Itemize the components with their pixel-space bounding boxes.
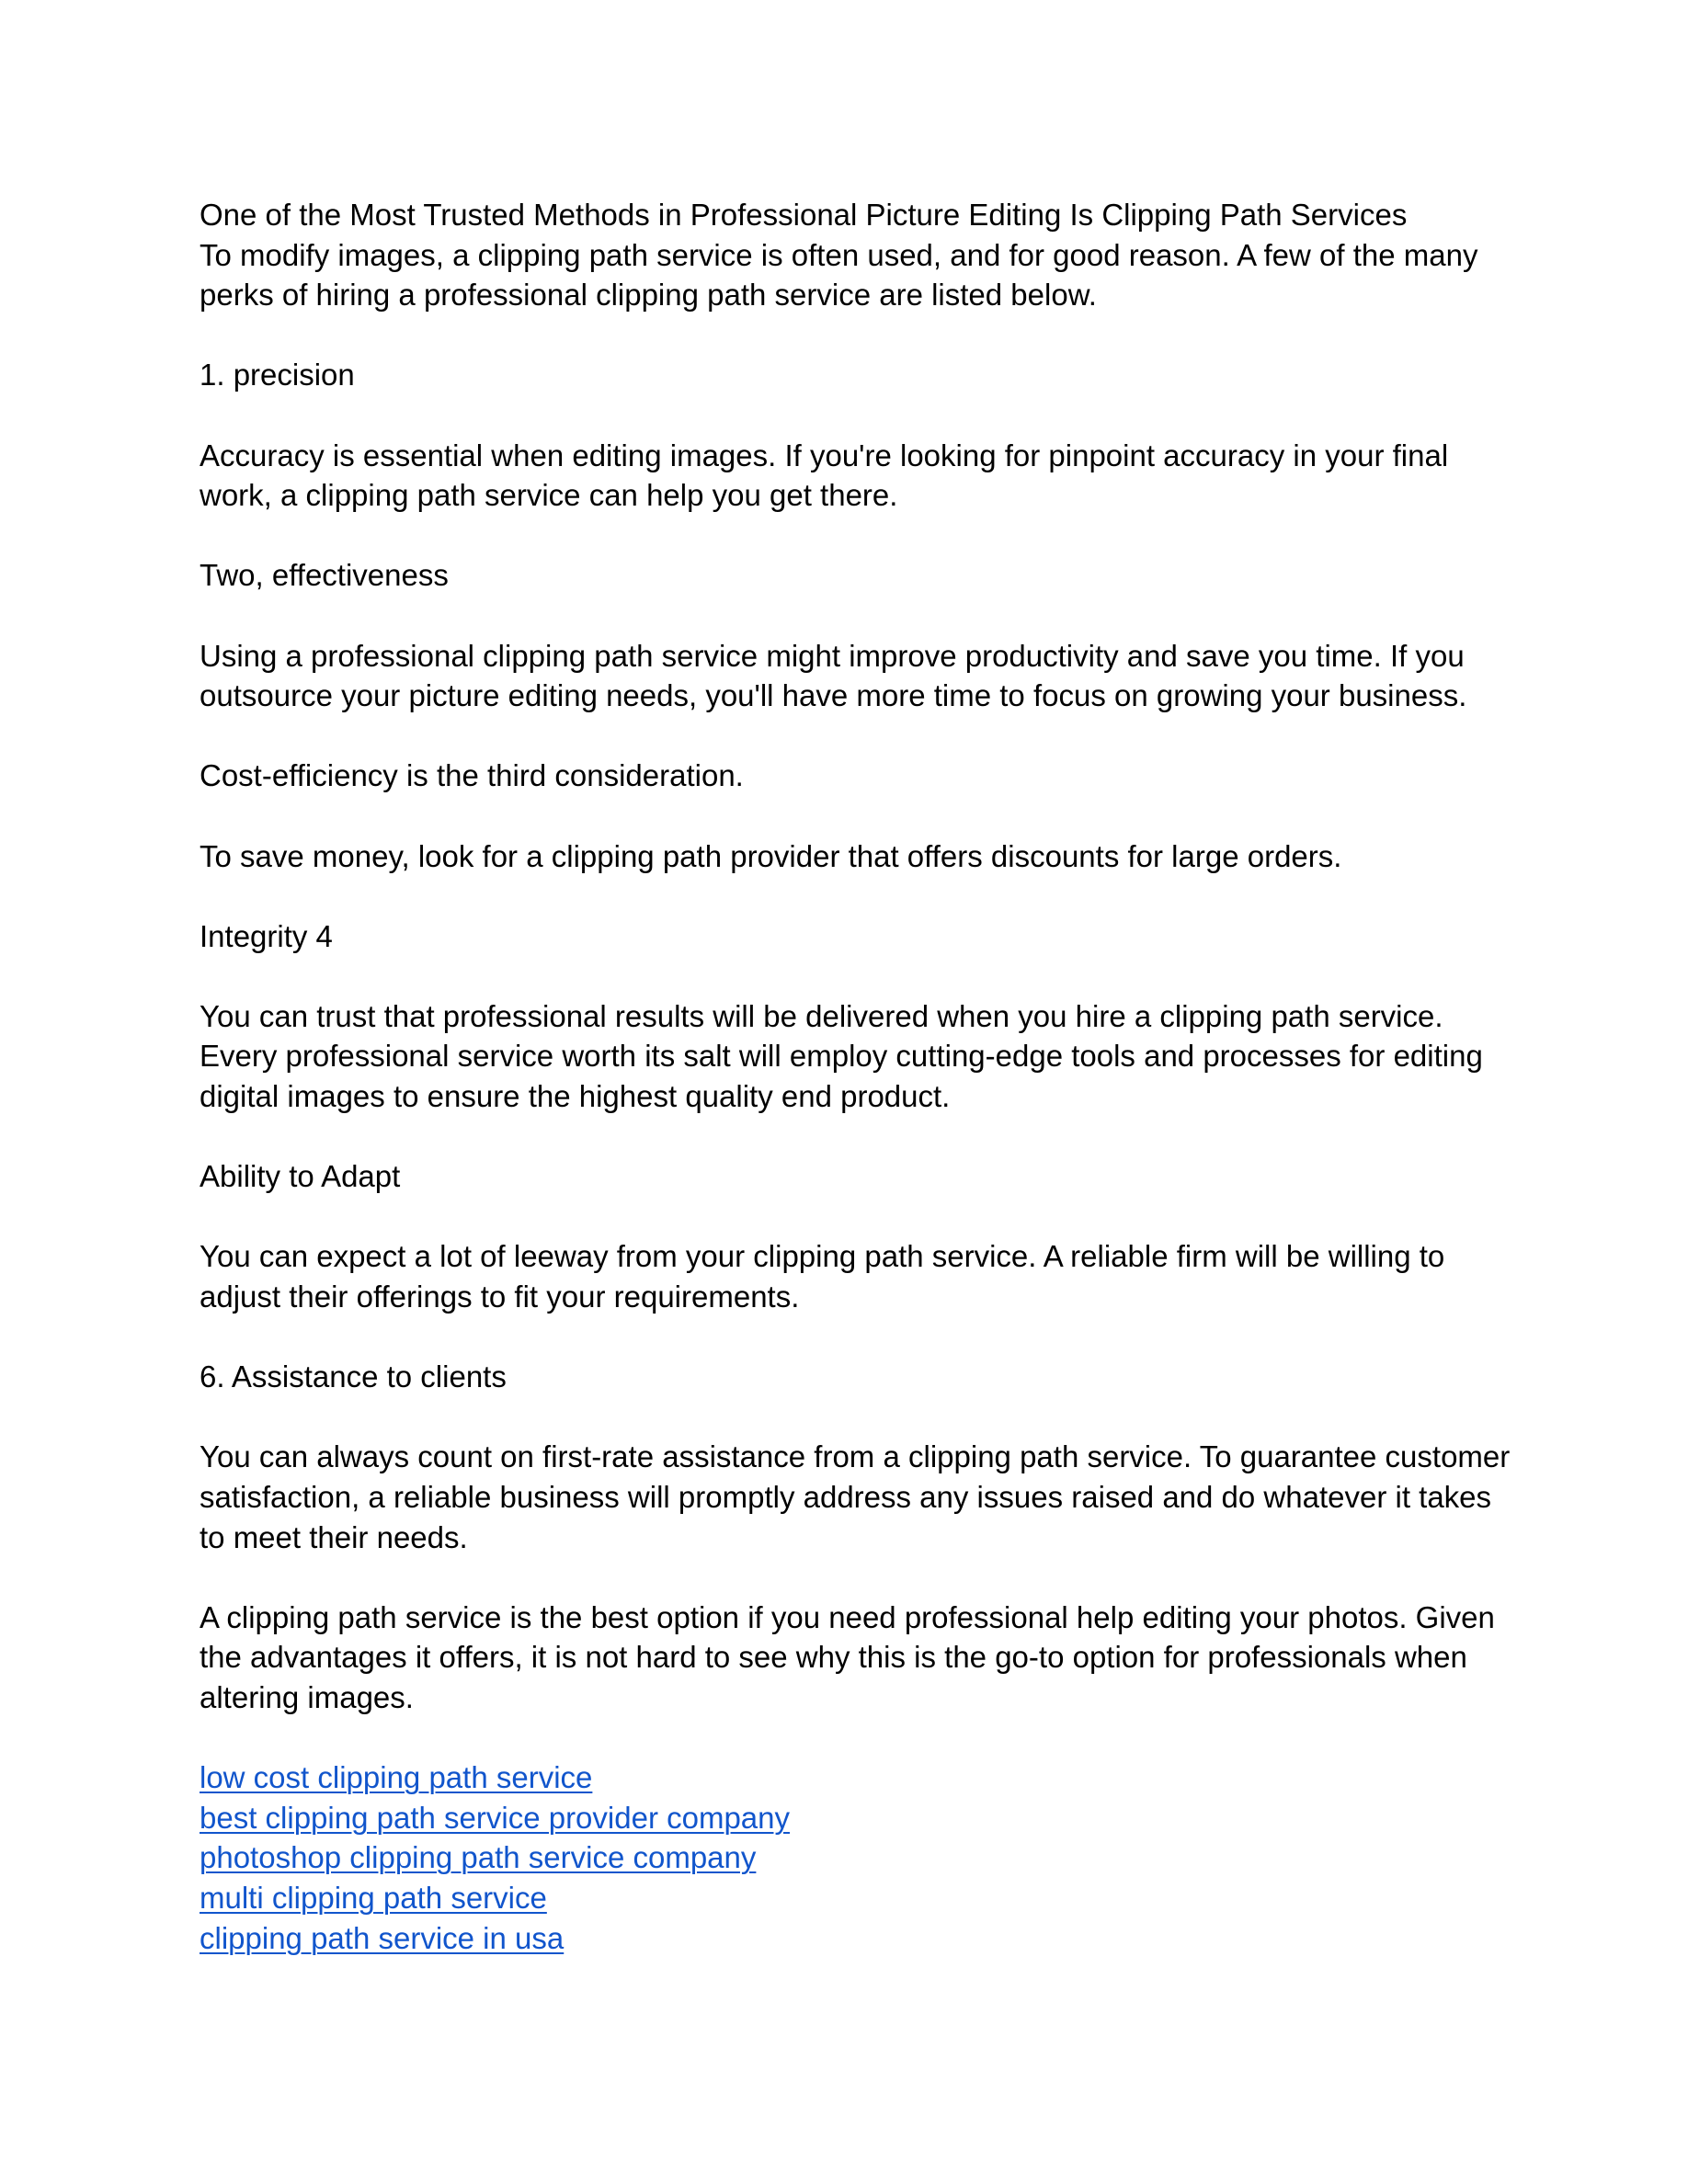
section-body-effectiveness: Using a professional clipping path service might improve productivity and save you time. If you outsource your picture editing needs, you'll have more time to focus on growing your business. — [200, 638, 1467, 713]
section-heading-adapt: Ability to Adapt — [200, 1159, 401, 1194]
section-heading-integrity: Integrity 4 — [200, 918, 333, 953]
link-photoshop-clipping-path-service[interactable]: photoshop clipping path service company — [200, 1840, 757, 1875]
paragraph-gap — [200, 315, 1523, 356]
paragraph-gap — [200, 1197, 1523, 1237]
paragraph-gap — [200, 1718, 1523, 1758]
link-list-item — [200, 1878, 1523, 1918]
intro-paragraph: To modify images, a clipping path service is often used, and for good reason. A few of the many perks of hiring a professional clipping path service are listed below. — [200, 237, 1478, 313]
paragraph-gap — [200, 956, 1523, 996]
paragraph-gap — [200, 1397, 1523, 1438]
link-clipping-path-service-usa[interactable]: clipping path service in usa — [200, 1920, 565, 1955]
section-body-cost-efficiency: To save money, look for a clipping path provider that offers discounts for large orders. — [200, 838, 1342, 873]
link-list — [200, 1757, 1523, 1958]
section-body-adapt: You can expect a lot of leeway from your clipping path service. A reliable firm will be willing to adjust their offerings to fit your requirements. — [200, 1239, 1445, 1314]
section-body-assistance: You can always count on first-rate assistance from a clipping path service. To guarantee customer satisfaction, a reliable business will promptly address any issues raised and do whatever it takes to meet their needs. — [200, 1439, 1511, 1554]
link-list-item — [200, 1918, 1523, 1959]
link-list-item — [200, 1837, 1523, 1878]
conclusion-paragraph: A clipping path service is the best option if you need professional help editing your photos. Given the advantages it offers, it is not hard to see why this is the go-to option for professionals when altering images. — [200, 1599, 1495, 1714]
document-body — [200, 195, 1523, 1958]
paragraph-gap — [200, 796, 1523, 836]
section-body-precision: Accuracy is essential when editing images. If you're looking for pinpoint accuracy in your final work, a clipping path service can help you get there. — [200, 438, 1449, 513]
paragraph-gap — [200, 1557, 1523, 1598]
paragraph-gap — [200, 516, 1523, 556]
paragraph-gap — [200, 395, 1523, 436]
section-heading-cost-efficiency: Cost-efficiency is the third consideration. — [200, 758, 744, 793]
link-list-item — [200, 1757, 1523, 1798]
section-heading-precision: 1. precision — [200, 358, 355, 392]
document-title: One of the Most Trusted Methods in Professional Picture Editing Is Clipping Path Services — [200, 198, 1408, 232]
section-heading-effectiveness: Two, effectiveness — [200, 558, 449, 593]
paragraph-gap — [200, 1317, 1523, 1358]
link-list-item — [200, 1798, 1523, 1838]
section-body-integrity: You can trust that professional results will be delivered when you hire a clipping path service. Every professional service worth its salt will employ cutting-edge tools and processes for editing digital images to ensure the highest quality end product. — [200, 998, 1483, 1114]
paragraph-gap — [200, 1117, 1523, 1157]
link-multi-clipping-path-service[interactable]: multi clipping path service — [200, 1880, 547, 1915]
paragraph-gap — [200, 596, 1523, 636]
paragraph-gap — [200, 876, 1523, 916]
paragraph-gap — [200, 716, 1523, 756]
section-heading-assistance: 6. Assistance to clients — [200, 1359, 507, 1394]
link-best-clipping-path-service-provider[interactable]: best clipping path service provider company — [200, 1800, 791, 1835]
link-low-cost-clipping-path-service[interactable]: low cost clipping path service — [200, 1760, 593, 1795]
